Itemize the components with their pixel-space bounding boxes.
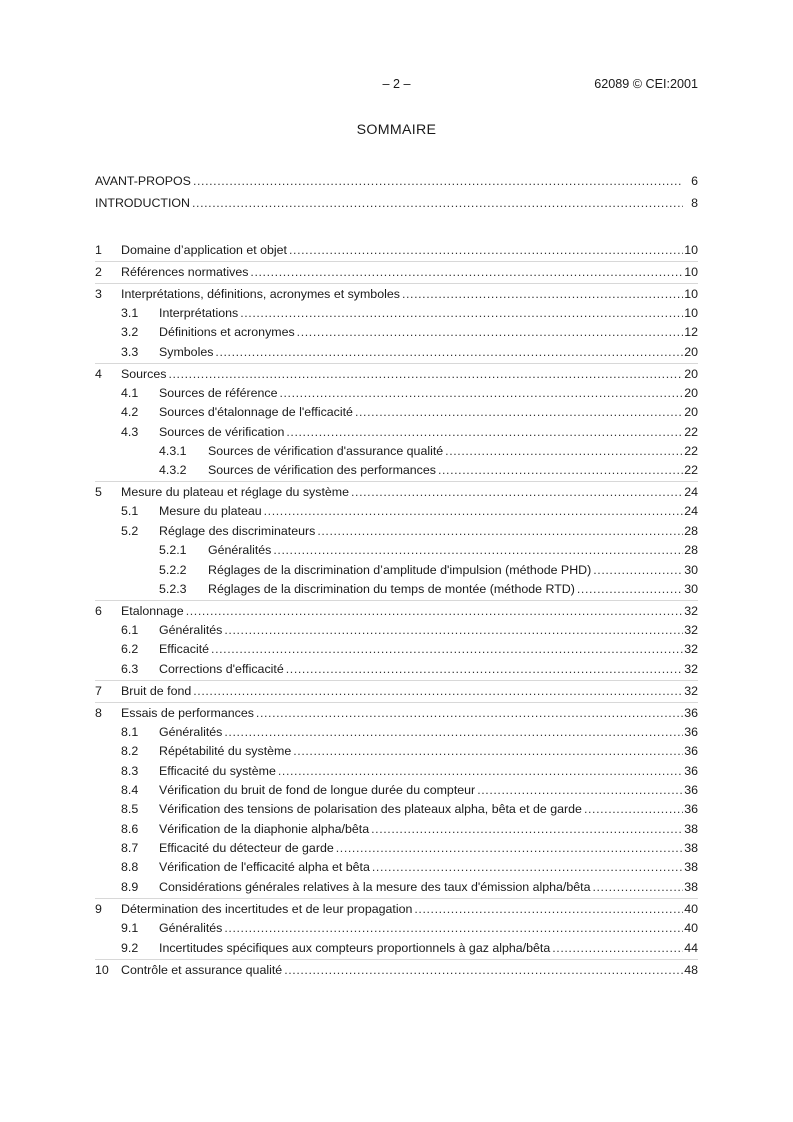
toc-entry-page: 32 [684,684,698,698]
toc-entry-8[interactable] [95,705,698,722]
toc-entry-page: 10 [684,306,698,320]
toc-entry-4-3-1[interactable] [95,443,698,460]
toc-entry-label: Mesure du plateau [159,504,262,518]
toc-entry-number: 4.3 [121,425,139,439]
toc-entry-5[interactable] [95,484,698,501]
toc-entry-label: Domaine d’application et objet [121,243,288,257]
toc-entry-page: 28 [684,543,698,557]
toc-entry-4-1[interactable] [95,385,698,402]
toc-entry-label: Définitions et acronymes [159,325,295,339]
toc-entry-5-1[interactable] [95,503,698,520]
toc-entry-number: 6.1 [121,623,139,637]
toc-leader-dots [593,562,683,579]
toc-entry-number: 9.1 [121,921,139,935]
toc-leader-dots [286,661,683,678]
toc-entry-8-1[interactable] [95,724,698,741]
section-divider [95,363,698,364]
toc-entry-label: Efficacité du système [159,764,276,778]
toc-entry-8-8[interactable] [95,859,698,876]
toc-entry-label: Sources de vérification [159,425,285,439]
toc-leader-dots [336,840,683,857]
toc-leader-dots [317,523,683,540]
toc-leader-dots [215,344,683,361]
toc-entry-page: 30 [684,582,698,596]
toc-entry-label: Généralités [159,725,223,739]
toc-entry-page: 24 [684,485,698,499]
toc-entry-page: 22 [684,463,698,477]
section-divider [95,261,698,262]
toc-entry-label: Considérations générales relatives à la mesure des taux d'émission alpha/bêta [159,880,591,894]
toc-entry-label: Réglages de la discrimination du temps de montée (méthode RTD) [208,582,575,596]
toc-leader-dots [577,581,683,598]
toc-entry-label: Sources de vérification des performances [208,463,436,477]
toc-entry-label: Détermination des incertitudes et de leur propagation [121,902,413,916]
toc-entry-label: Répétabilité du système [159,744,292,758]
toc-entry-label: Sources d'étalonnage de l'efficacité [159,405,353,419]
toc-entry-label: Efficacité du détecteur de garde [159,841,334,855]
toc-entry-10[interactable] [95,962,698,979]
toc-entry-1[interactable] [95,242,698,259]
toc-entry-page: 20 [684,367,698,381]
toc-entry-6-3[interactable] [95,661,698,678]
toc-entry-number: 6 [95,604,102,618]
toc-entry-label: Réglage des discriminateurs [159,524,316,538]
toc-leader-dots [414,901,683,918]
toc-entry-label: INTRODUCTION [95,196,190,210]
toc-entry-label: Sources de référence [159,386,278,400]
toc-entry-label: Réglages de la discrimination d’amplitude d'impulsion (méthode PHD) [208,563,592,577]
toc-leader-dots [286,424,683,441]
section-divider [95,481,698,482]
toc-entry-label: Vérification du bruit de fond de longue durée du compteur [159,783,476,797]
toc-entry-8-5[interactable] [95,801,698,818]
toc-entry-label: Mesure du plateau et réglage du système [121,485,349,499]
toc-entry-label: Symboles [159,345,214,359]
toc-leader-dots [193,173,683,190]
toc-entry-page: 36 [684,802,698,816]
toc-entry-number: 8 [95,706,102,720]
toc-entry-page: 38 [684,880,698,894]
toc-leader-dots [372,859,683,876]
toc-entry-number: 4.3.1 [159,444,187,458]
toc-entry-8-9[interactable] [95,879,698,896]
toc-entry-4-2[interactable] [95,404,698,421]
toc-entry-number: 8.8 [121,860,139,874]
toc-leader-dots [278,763,683,780]
toc-entry-number: 10 [95,963,109,977]
toc-entry-label: Bruit de fond [121,684,192,698]
toc-entry-page: 30 [684,563,698,577]
toc-entry-number: 4.1 [121,386,139,400]
toc-entry-8-6[interactable] [95,821,698,838]
toc-entry-page: 8 [691,196,698,210]
toc-leader-dots [371,821,683,838]
toc-entry-number: 1 [95,243,102,257]
toc-entry-9[interactable] [95,901,698,918]
toc-entry-5-2-1[interactable] [95,542,698,559]
toc-entry-label: Vérification des tensions de polarisation des plateaux alpha, bêta et de garde [159,802,582,816]
toc-entry-number: 4.3.2 [159,463,187,477]
toc-entry-page: 36 [684,764,698,778]
toc-entry-label: Vérification de l'efficacité alpha et bêta [159,860,370,874]
toc-entry-number: 5.2.3 [159,582,187,596]
toc-entry-page: 32 [684,623,698,637]
toc-entry-page: 44 [684,941,698,955]
toc-entry-label: Interprétations [159,306,239,320]
toc-entry-page: 38 [684,860,698,874]
toc-entry-6-1[interactable] [95,622,698,639]
toc-entry-page: 40 [684,902,698,916]
toc-entry-number: 8.4 [121,783,139,797]
toc-entry-page: 32 [684,642,698,656]
toc-entry-page: 28 [684,524,698,538]
toc-entry-page: 20 [684,345,698,359]
toc-entry-introduction[interactable] [95,195,698,212]
toc-entry-number: 3 [95,287,102,301]
toc-entry-number: 8.2 [121,744,139,758]
toc-entry-number: 5.1 [121,504,139,518]
toc-entry-8-7[interactable] [95,840,698,857]
toc-entry-page: 10 [684,287,698,301]
toc-leader-dots [445,443,683,460]
toc-entry-5-2[interactable] [95,523,698,540]
toc-entry-number: 3.3 [121,345,139,359]
toc-entry-8-3[interactable] [95,763,698,780]
toc-leader-dots [592,879,683,896]
toc-entry-page: 24 [684,504,698,518]
toc-leader-dots [224,724,683,741]
toc-leader-dots [168,366,683,383]
toc-leader-dots [293,743,683,760]
toc-leader-dots [186,603,683,620]
toc-entry-number: 8.5 [121,802,139,816]
toc-leader-dots [355,404,683,421]
section-divider [95,600,698,601]
toc-entry-4-3-2[interactable] [95,462,698,479]
toc-entry-page: 32 [684,662,698,676]
toc-entry-label: Sources [121,367,167,381]
toc-entry-3-3[interactable] [95,344,698,361]
toc-leader-dots [256,705,683,722]
toc-leader-dots [351,484,683,501]
toc-entry-number: 4 [95,367,102,381]
toc-leader-dots [193,683,683,700]
toc-entry-number: 8.7 [121,841,139,855]
toc-entry-label: AVANT-PROPOS [95,174,191,188]
section-divider [95,680,698,681]
toc-entry-number: 8.6 [121,822,139,836]
section-divider [95,959,698,960]
toc-entry-number: 5.2.1 [159,543,187,557]
toc-leader-dots [297,324,683,341]
toc-entry-5-2-3[interactable] [95,581,698,598]
toc-entry-number: 7 [95,684,102,698]
section-divider [95,702,698,703]
toc-leader-dots [273,542,683,559]
toc-leader-dots [211,641,683,658]
toc-entry-label: Généralités [159,623,223,637]
toc-entry-label: Essais de performances [121,706,254,720]
toc-entry-page: 20 [684,386,698,400]
document-reference: 62089 © CEI:2001 [594,77,698,91]
toc-leader-dots [552,940,683,957]
toc-leader-dots [224,622,683,639]
toc-entry-5-2-2[interactable] [95,562,698,579]
toc-leader-dots [438,462,683,479]
toc-entry-label: Généralités [208,543,272,557]
toc-entry-label: Efficacité [159,642,210,656]
toc-leader-dots [477,782,683,799]
toc-leader-dots [264,503,683,520]
page-title: SOMMAIRE [356,122,437,138]
toc-entry-3-2[interactable] [95,324,698,341]
toc-entry-9-1[interactable] [95,920,698,937]
section-divider [95,898,698,899]
toc-entry-4-3[interactable] [95,424,698,441]
toc-entry-page: 10 [684,243,698,257]
toc-entry-page: 32 [684,604,698,618]
toc-entry-number: 5.2.2 [159,563,187,577]
toc-entry-page: 38 [684,822,698,836]
toc-leader-dots [584,801,683,818]
toc-entry-label: Etalonnage [121,604,184,618]
toc-entry-label: Sources de vérification d'assurance qualité [208,444,444,458]
toc-entry-6[interactable] [95,603,698,620]
toc-leader-dots [279,385,683,402]
toc-entry-avant-propos[interactable] [95,173,698,190]
section-divider [95,283,698,284]
toc-entry-label: Interprétations, définitions, acronymes et symboles [121,287,400,301]
toc-entry-page: 12 [684,325,698,339]
toc-entry-number: 5 [95,485,102,499]
toc-entry-number: 9.2 [121,941,139,955]
toc-entry-number: 6.3 [121,662,139,676]
toc-entry-page: 36 [684,783,698,797]
toc-entry-number: 8.3 [121,764,139,778]
toc-entry-8-2[interactable] [95,743,698,760]
toc-entry-page: 20 [684,405,698,419]
toc-entry-page: 36 [684,725,698,739]
toc-leader-dots [240,305,683,322]
toc-entry-number: 8.9 [121,880,139,894]
toc-entry-number: 8.1 [121,725,139,739]
toc-entry-page: 36 [684,706,698,720]
toc-entry-label: Incertitudes spécifiques aux compteurs proportionnels à gaz alpha/bêta [159,941,551,955]
toc-entry-number: 6.2 [121,642,139,656]
toc-entry-number: 3.2 [121,325,139,339]
toc-entry-page: 22 [684,444,698,458]
toc-entry-number: 9 [95,902,102,916]
toc-leader-dots [402,286,683,303]
toc-entry-3[interactable] [95,286,698,303]
toc-leader-dots [284,962,683,979]
toc-entry-label: Corrections d'efficacité [159,662,284,676]
toc-entry-page: 38 [684,841,698,855]
toc-entry-page: 22 [684,425,698,439]
toc-entry-number: 5.2 [121,524,139,538]
toc-entry-label: Généralités [159,921,223,935]
toc-entry-number: 4.2 [121,405,139,419]
toc-leader-dots [192,195,683,212]
toc-entry-label: Références normatives [121,265,249,279]
toc-leader-dots [224,920,683,937]
toc-entry-2[interactable] [95,264,698,281]
toc-entry-9-2[interactable] [95,940,698,957]
toc-leader-dots [289,242,683,259]
toc-entry-3-1[interactable] [95,305,698,322]
toc-entry-6-2[interactable] [95,641,698,658]
toc-entry-label: Contrôle et assurance qualité [121,963,283,977]
toc-entry-4[interactable] [95,366,698,383]
toc-entry-page: 48 [684,963,698,977]
toc-entry-page: 36 [684,744,698,758]
toc-entry-label: Vérification de la diaphonie alpha/bêta [159,822,370,836]
toc-leader-dots [250,264,683,281]
toc-entry-number: 3.1 [121,306,139,320]
toc-entry-page: 6 [691,174,698,188]
toc-entry-7[interactable] [95,683,698,700]
page-number: – 2 – [382,77,411,91]
toc-entry-number: 2 [95,265,102,279]
toc-entry-page: 10 [684,265,698,279]
toc-entry-8-4[interactable] [95,782,698,799]
toc-entry-page: 40 [684,921,698,935]
